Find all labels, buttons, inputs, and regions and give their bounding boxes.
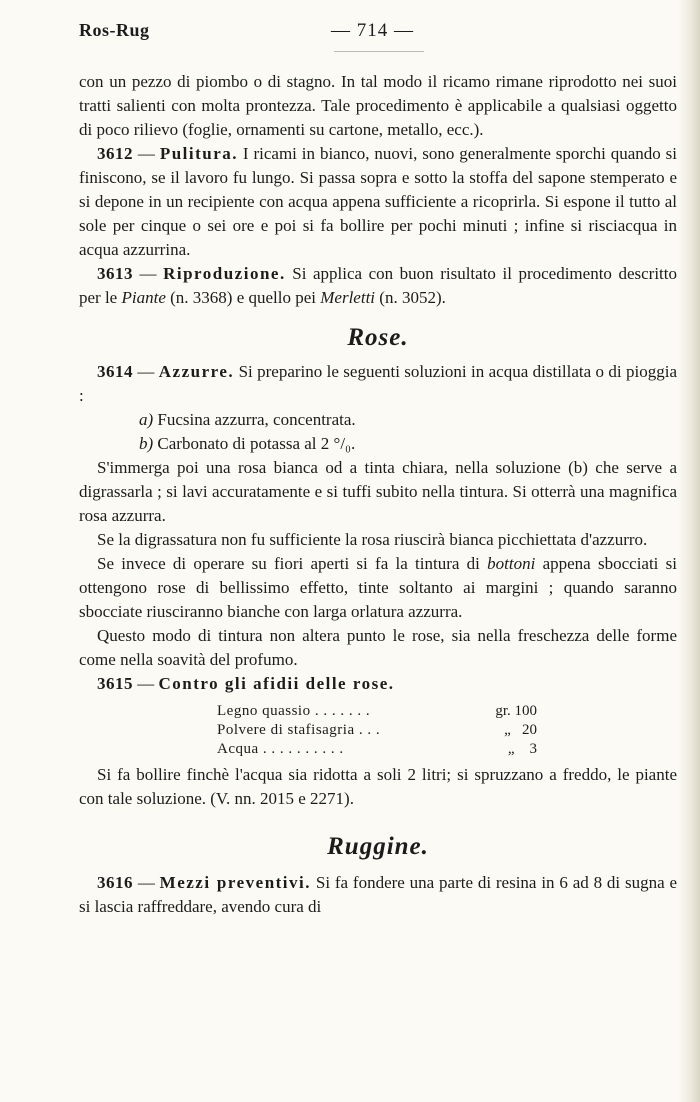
entry-3612: 3612 — Pulitura. I ricami in bianco, nuovi, sono generalmente sporchi quando si finiscono, se il lavoro fu lungo. Si passa sopra e sotto la stoffa del sapone stemperato e si depone in un recipiente con acqua appena sufficiente a ricoprirla. Si espone il tutto al sole per cinque o sei ore e poi si fa bollire per pochi minuti ; infine si risciacqua in acqua azzurrina. (79, 144, 678, 259)
ingredient-name: Legno quassio . . . . . . . (217, 703, 371, 719)
solution-text: Fucsina azzurra, concentrata. (157, 410, 356, 429)
entry-text: Si applica con buon risultato il procedimento descritto per le (79, 264, 677, 307)
running-head: Ros-Rug (79, 20, 150, 40)
paragraph: Questo modo di tintura non altera punto le rose, sia nella freschezza delle forme come nella soavità del profumo. (79, 626, 677, 669)
recipe-row (217, 702, 537, 721)
entry-title: Mezzi preventivi. (159, 873, 312, 892)
recipe-row (217, 721, 537, 740)
section-heading-rose: Rose. (347, 324, 409, 351)
paragraph (79, 552, 677, 624)
body-text (79, 70, 677, 919)
entry-text: Si fa fondere una parte di resina in 6 ad 8 di sugna e si lascia raffreddare, avendo cura di (79, 873, 678, 916)
entry-3614: 3614 — Azzurre. Si preparino le seguenti soluzioni in acqua distillata o di pioggia : (79, 362, 678, 405)
entry-title: Pulitura. (159, 144, 239, 163)
ingredient-name: Polvere di stafisagria . . . (217, 722, 381, 738)
ingredient-quantity: „ 3 (507, 741, 537, 757)
entry-title: Riproduzione. (163, 264, 286, 283)
page-number: — 714 — (331, 20, 414, 41)
entry-text: (n. 3368) e quello pei (170, 288, 317, 307)
entry-3615: 3615 — Contro gli afidii delle rose. (97, 674, 395, 693)
entry-text: (n. 3052). (379, 288, 446, 307)
emphasis: bottoni (487, 554, 536, 573)
intro-paragraph: con un pezzo di piombo o di stagno. In tal modo il ricamo rimane riprodotto nei suoi tratti salienti con molta prontezza. Tale procedimento è applicabile a qualsiasi oggetto di poco rilievo (foglie, ornamenti su cartone, metallo, ecc.). (79, 72, 677, 139)
page-header (79, 20, 677, 46)
solution-b (79, 432, 677, 456)
solution-a (79, 408, 677, 432)
cross-reference: Merletti (320, 288, 376, 307)
header-rule (334, 51, 424, 52)
entry-title: Contro gli afidii delle rose. (158, 674, 395, 693)
page-edge-shadow (678, 0, 700, 1102)
solution-text: Carbonato di potassa al 2 °/₀. (157, 434, 356, 453)
paragraph: Si fa bollire finchè l'acqua sia ridotta a soli 2 litri; si spruzzano a freddo, le piante con tale soluzione. (V. nn. 2015 e 2271). (79, 765, 677, 808)
section-heading-ruggine: Ruggine. (327, 833, 429, 860)
paragraph-text: appena sbocciati si ottengono rose di bellissimo effetto, tinte soltanto ai margini ; quando saranno sbocciate riusciranno bianche con larga orlatura azzurra. (79, 554, 678, 621)
ingredient-name: Acqua . . . . . . . . . . (217, 741, 344, 757)
entry-text: Si preparino le seguenti soluzioni in acqua distillata o di pioggia : (79, 362, 678, 405)
entry-number: 3613 (97, 264, 133, 283)
entry-title: Azzurre. (158, 362, 235, 381)
paragraph-text: Se invece di operare su fiori aperti si fa la tintura di (97, 554, 480, 573)
solution-letter: b) (139, 434, 154, 453)
ingredient-quantity: „ 20 (504, 722, 537, 738)
paragraph: Se la digrassatura non fu sufficiente la rosa riuscirà bianca picchiettata d'azzurro. (97, 530, 648, 549)
recipe-row (217, 740, 537, 759)
solution-letter: a) (139, 410, 154, 429)
entry-number: 3614 (97, 362, 133, 381)
ingredient-quantity: gr. 100 (495, 703, 537, 719)
entry-number: 3616 (97, 873, 133, 892)
entry-text: I ricami in bianco, nuovi, sono generalmente sporchi quando si finiscono, se il lavoro fu lungo. Si passa sopra e sotto la stoffa del sapone stemperato e si depone in un recipiente con acqua appena sufficiente a ricoprirla. Si espone il tutto al sole per cinque o sei ore e poi si fa bollire per pochi minuti ; infine si risciacqua in acqua azzurrina. (79, 144, 678, 259)
entry-3613: 3613 — Riproduzione. Si applica con buon risultato il procedimento descritto per le Piante (n. 3368) e quello pei Merletti (n. 3052). (79, 264, 677, 307)
entry-3616: 3616 — Mezzi preventivi. Si fa fondere una parte di resina in 6 ad 8 di sugna e si lascia raffreddare, avendo cura di (79, 873, 678, 916)
entry-number: 3612 (97, 144, 133, 163)
recipe-table (217, 702, 537, 759)
paragraph: S'immerga poi una rosa bianca od a tinta chiara, nella soluzione (b) che serve a digrassarla ; si lavi accuratamente e si tuffi subito nella tintura. Si otterrà una magnifica rosa azzurra. (79, 458, 677, 525)
cross-reference: Piante (121, 288, 166, 307)
entry-number: 3615 (97, 674, 133, 693)
